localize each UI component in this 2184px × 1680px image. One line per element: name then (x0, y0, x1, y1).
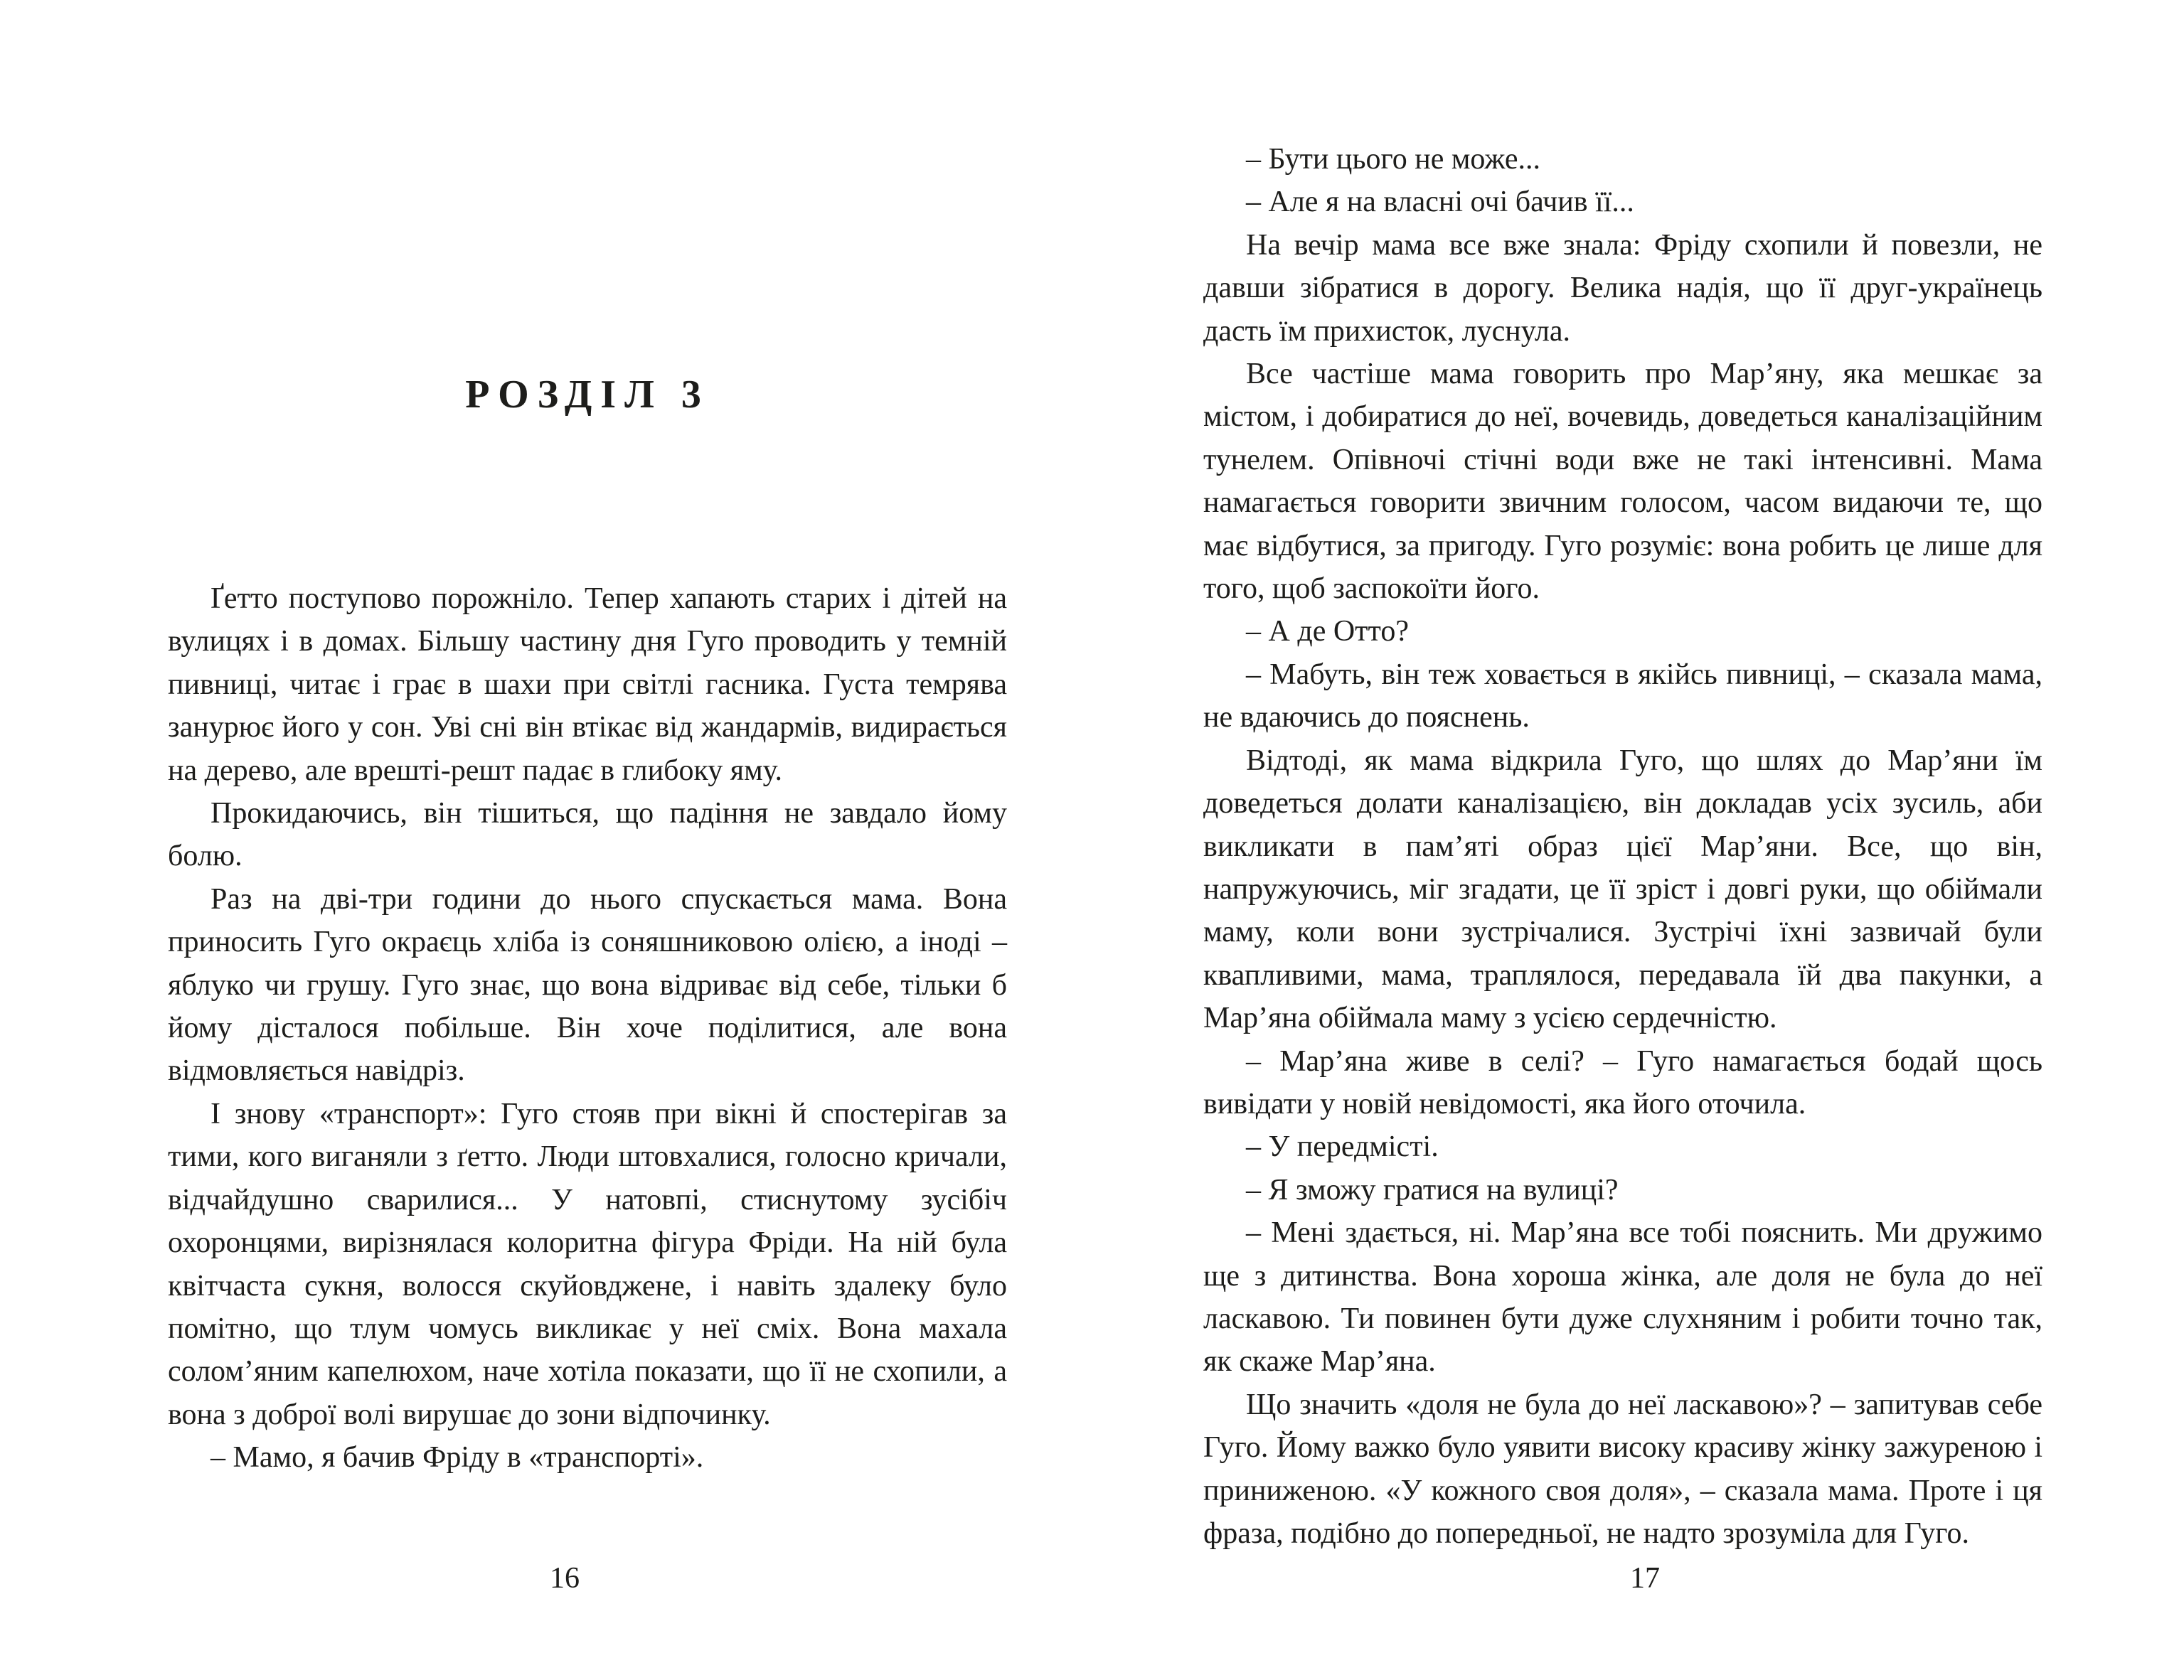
paragraph: – Я зможу гратися на вулиці? (1246, 1173, 1619, 1207)
paragraph: – А де Отто? (1246, 615, 1409, 648)
paragraph: І знову «транспорт»: Гуго стояв при вікні й спостерігав за тими, кого виганяли з ґетто. Люди штовхалися, голосно кричали, відчайдушно сварилися... У натовпі, стиснутому зусібіч охоронцями, вирізнялася колоритна фігура Фріди. На ній була квітчаста сукня, волосся скуйовджене, і навіть здалеку було помітно, що тлум чомусь викликає у неї сміх. Вона махала солом’яним капелюхом, наче хотіла показати, що її не схопили, а вона з доброї волі вирушає до зони відпочинку. (168, 1097, 1007, 1431)
paragraph: Все частіше мама говорить про Мар’яну, яка мешкає за містом, і добиратися до неї, вочевидь, доведеться каналізаційним тунелем. Опівночі стічні води вже не такі інтенсивні. Мама намагається говорити звичним голосом, часом видаючи те, що має відбутися, за пригоду. Гуго розуміє: вона робить це лише для того, щоб заспокоїти його. (1203, 358, 2042, 606)
paragraph: Що значить «доля не була до неї ласкавою»? – запитував себе Гуго. Йому важко було уявити високу красиву жінку зажуреною і приниженою. «У кожного своя доля», – сказала мама. Проте і ця фраза, подібно до попередньої, не надто зрозуміла для Гуго. (1203, 1388, 2042, 1550)
right-page-text (1203, 138, 2042, 1555)
paragraph: – Бути цього не може... (1246, 143, 1540, 176)
paragraph: – Мар’яна живе в селі? – Гуго намагається бодай щось вивідати у новій невідомості, яка його оточила. (1203, 1044, 2042, 1120)
paragraph: Раз на дві-три години до нього спускається мама. Вона приносить Гуго окраєць хліба із соняшниковою олією, а іноді – яблуко чи грушу. Гуго знає, що вона відриває від себе, тільки б йому дісталося побільше. Він хоче поділитися, але вона відмовляється навідріз. (168, 882, 1007, 1088)
chapter-title: РОЗДІЛ 3 (465, 373, 710, 417)
paragraph: Прокидаючись, він тішиться, що падіння не завдало йому болю. (168, 797, 1007, 873)
paragraph: – Мабуть, він теж ховається в якійсь пивниці, – сказала мама, не вдаючись до пояснень. (1203, 658, 2042, 734)
paragraph: – У передмісті. (1246, 1130, 1439, 1164)
paragraph: – Мамо, я бачив Фріду в «транспорті». (211, 1441, 704, 1475)
paragraph: На вечір мама все вже знала: Фріду схопили й повезли, не давши зібратися в дорогу. Велика надія, що її друг-українець дасть їм прихисток, луснула. (1203, 228, 2042, 348)
paragraph: Відтоді, як мама відкрила Гуго, що шлях до Мар’яни їм доведеться долати каналізацією, він докладав усіх зусиль, аби викликати в пам’яті образ цієї Мар’яни. Все, що він, напружуючись, міг згадати, це її зріст і довгі руки, що обіймали маму, коли вони зустрічалися. Зустрічі їхні зазвичай були квапливими, мама, траплялося, передавала їй два пакунки, а Мар’яна обіймала маму з усією сердечністю. (1203, 744, 2042, 1035)
page-number-right: 17 (1630, 1562, 1660, 1595)
paragraph: – Мені здається, ні. Мар’яна все тобі пояснить. Ми дружимо ще з дитинства. Вона хороша жінка, але доля не була до неї ласкавою. Ти повинен бути дуже слухняним і робити точно так, як скаже Мар’яна. (1203, 1216, 2042, 1379)
page-number-left: 16 (550, 1562, 580, 1595)
right-page (1092, 0, 2184, 1680)
paragraph: – Але я на власні очі бачив її... (1246, 186, 1634, 219)
paragraph: Ґетто поступово порожніло. Тепер хапають старих і дітей на вулицях і в домах. Більшу частину дня Гуго проводить у темній пивниці, читає і грає в шахи при світлі гасника. Густа темрява занурює його у сон. Уві сні він втікає від жандармів, видирається на дерево, але врешті-решт падає в глибоку яму. (168, 582, 1007, 787)
left-page-text (168, 577, 1007, 1480)
